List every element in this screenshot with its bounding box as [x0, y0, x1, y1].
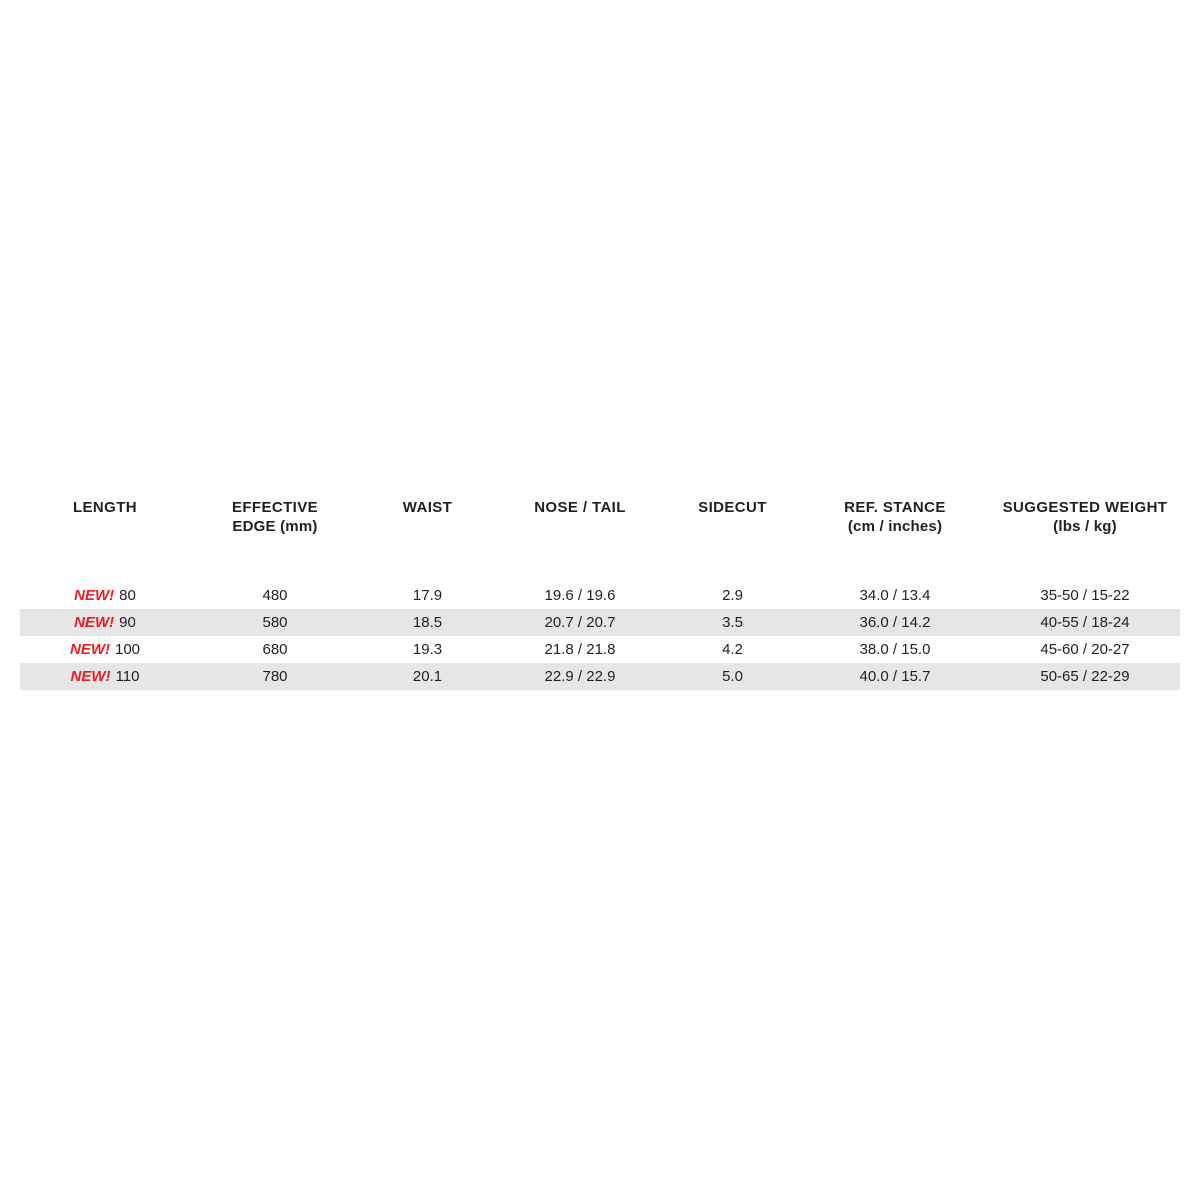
header-row	[20, 498, 1180, 536]
cell-suggested-weight: 50-65 / 22-29	[1040, 668, 1130, 685]
column-header-length-title: LENGTH	[72, 499, 138, 516]
cell-nose-tail: 21.8 / 21.8	[544, 641, 616, 658]
column-header-length	[20, 498, 190, 536]
column-header-sidecut	[665, 498, 800, 536]
cell-ref-stance: 40.0 / 15.7	[859, 668, 931, 685]
column-header-effective-edge	[190, 498, 360, 536]
cell-effective-edge: 780	[262, 668, 288, 685]
cell-sidecut: 5.0	[722, 668, 743, 685]
cell-length	[20, 636, 190, 663]
column-header-suggested-weight	[990, 498, 1180, 536]
cell-length-value: 100	[114, 641, 141, 658]
new-badge: NEW!	[69, 641, 110, 658]
new-badge: NEW!	[74, 614, 115, 631]
cell-length-value: 80	[119, 587, 136, 604]
table-row	[20, 636, 1180, 663]
column-header-ref-stance-sub: (cm / inches)	[847, 518, 943, 535]
cell-waist: 18.5	[412, 614, 443, 631]
cell-effective-edge: 680	[262, 641, 288, 658]
cell-ref-stance: 36.0 / 14.2	[859, 614, 931, 631]
cell-waist: 20.1	[412, 668, 443, 685]
table-row	[20, 663, 1180, 690]
cell-suggested-weight: 40-55 / 18-24	[1040, 614, 1130, 631]
cell-length	[20, 609, 190, 636]
cell-sidecut: 2.9	[722, 587, 743, 604]
cell-sidecut: 3.5	[722, 614, 743, 631]
column-header-effective-edge-title: EFFECTIVE	[231, 499, 319, 516]
column-header-waist	[360, 498, 495, 536]
table-body	[20, 536, 1180, 690]
cell-effective-edge: 580	[262, 614, 288, 631]
column-header-ref-stance	[800, 498, 990, 536]
column-header-nose-tail-title: NOSE / TAIL	[534, 499, 626, 516]
table-row	[20, 609, 1180, 636]
cell-suggested-weight: 45-60 / 20-27	[1040, 641, 1130, 658]
table-row	[20, 582, 1180, 609]
cell-nose-tail: 22.9 / 22.9	[544, 668, 616, 685]
cell-ref-stance: 38.0 / 15.0	[859, 641, 931, 658]
new-badge: NEW!	[74, 587, 115, 604]
new-badge: NEW!	[70, 668, 111, 685]
cell-waist: 17.9	[412, 587, 443, 604]
column-header-ref-stance-title: REF. STANCE	[844, 499, 946, 516]
column-header-suggested-weight-sub: (lbs / kg)	[1053, 518, 1117, 535]
cell-length-value: 110	[115, 668, 140, 685]
cell-waist: 19.3	[412, 641, 443, 658]
column-header-waist-title: WAIST	[402, 499, 453, 516]
column-header-suggested-weight-title: SUGGESTED WEIGHT	[1002, 499, 1168, 516]
board-spec-table	[20, 498, 1180, 690]
column-header-effective-edge-sub: EDGE (mm)	[232, 518, 318, 535]
cell-suggested-weight: 35-50 / 15-22	[1040, 587, 1130, 604]
column-header-sidecut-title: SIDECUT	[698, 499, 767, 516]
table-header	[20, 498, 1180, 536]
cell-nose-tail: 20.7 / 20.7	[544, 614, 616, 631]
cell-nose-tail: 19.6 / 19.6	[544, 587, 616, 604]
spacer-row	[20, 536, 1180, 582]
column-header-nose-tail	[495, 498, 665, 536]
cell-ref-stance: 34.0 / 13.4	[859, 587, 931, 604]
cell-effective-edge: 480	[262, 587, 288, 604]
spacer-cell	[20, 536, 1180, 582]
cell-length	[20, 582, 190, 609]
spec-table-container	[20, 498, 1180, 690]
cell-sidecut: 4.2	[722, 641, 743, 658]
cell-length-value: 90	[119, 614, 136, 631]
cell-length	[20, 663, 190, 690]
